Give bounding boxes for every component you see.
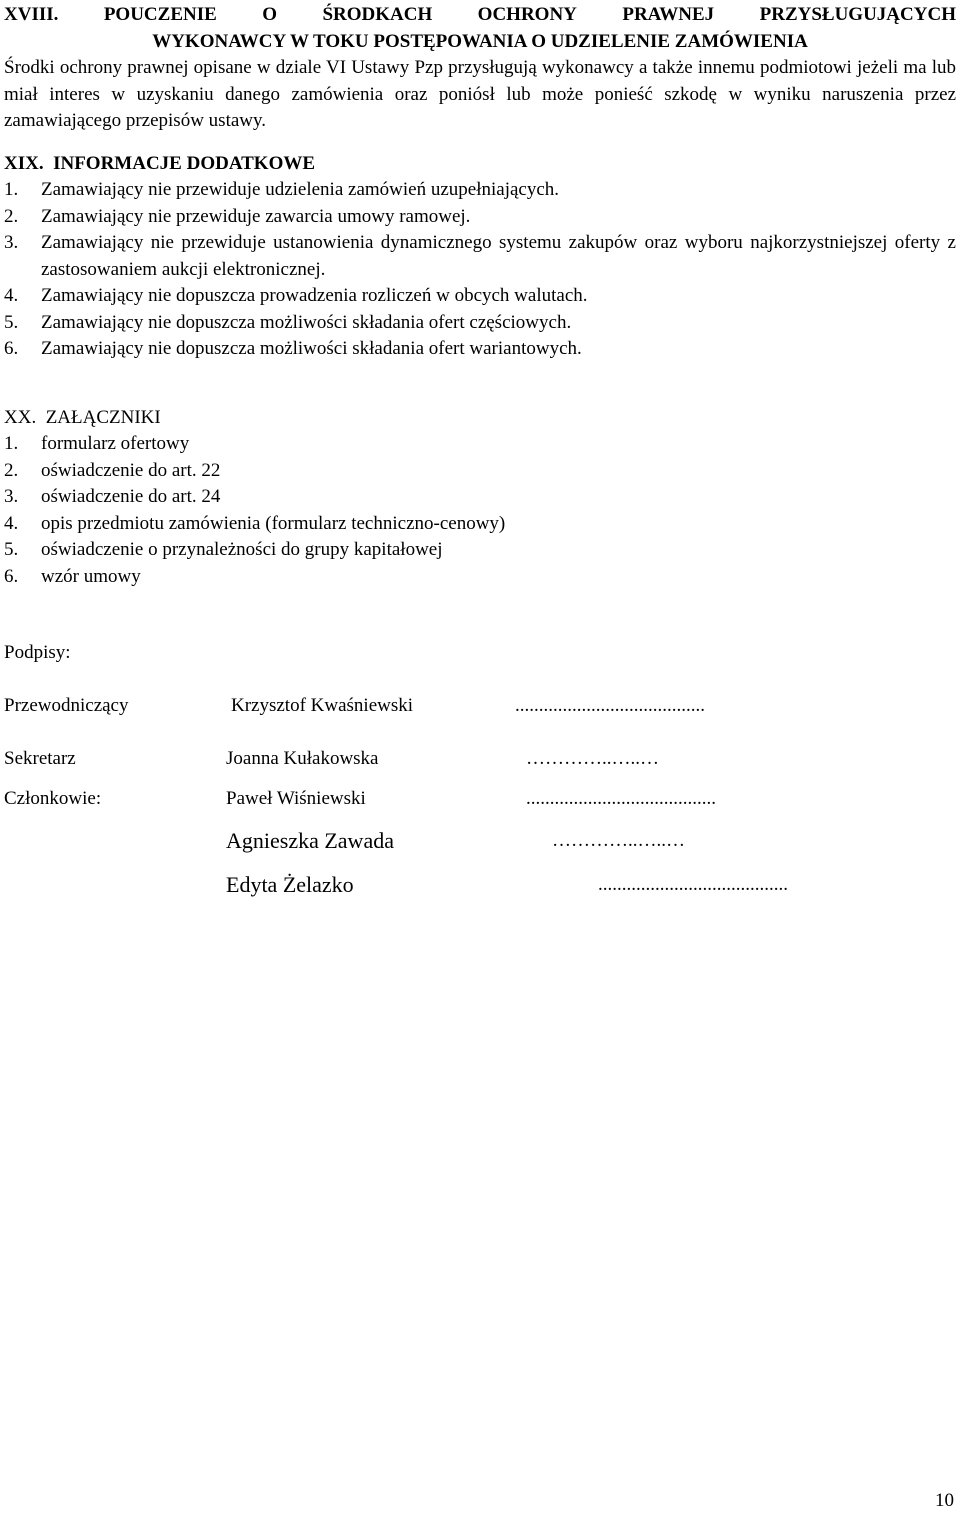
signature-name: Krzysztof Kwaśniewski (231, 695, 414, 716)
document-page (4, 2, 956, 590)
list-item-number: 2. (4, 205, 19, 227)
signature-name: Agnieszka Zawada (226, 828, 394, 853)
list-item-text: Zamawiający nie przewiduje udzielenia zamówień uzupełniających. (41, 179, 560, 200)
section-18-title-word: OCHRONY (477, 4, 577, 25)
list-item (4, 177, 956, 204)
section-18-title-word: O (262, 4, 277, 25)
list-item (4, 230, 956, 283)
list-item-text: oświadczenie do art. 22 (41, 459, 221, 481)
section-18-title-word: ŚRODKACH (322, 4, 433, 25)
list-item-number: 1. (4, 433, 19, 454)
page-number: 10 (935, 1490, 954, 1511)
section-18-body: Środki ochrony prawnej opisane w dziale VI Ustawy Pzp przysługują wykonawcy a także innemu podmiotowi jeżeli ma lub miał interes w uzyskaniu danego zamówienia oraz poniósł lub może ponieść szkodę w wyniku naruszenia przez zamawiającego przepisów ustawy. (4, 57, 956, 131)
list-item (4, 511, 956, 538)
signature-role: Sekretarz (4, 748, 76, 769)
list-item-number: 6. (4, 565, 19, 587)
list-item (4, 564, 956, 591)
signature-row (4, 872, 944, 902)
list-item-number: 4. (4, 285, 19, 306)
list-item-text: Zamawiający nie dopuszcza możliwości składania ofert częściowych. (41, 311, 572, 333)
signatures-heading: Podpisy: (4, 642, 71, 663)
list-item-text: opis przedmiotu zamówienia (formularz techniczno-cenowy) (41, 512, 506, 534)
list-item (4, 431, 956, 458)
spacer (4, 363, 956, 405)
list-item (4, 484, 956, 511)
section-18-heading-line2: WYKONAWCY W TOKU POSTĘPOWANIA O UDZIELENIE ZAMÓWIENIA (152, 30, 808, 52)
list-item (4, 310, 956, 337)
signature-role: Przewodniczący (4, 695, 129, 716)
signature-role: Członkowie: (4, 788, 102, 809)
list-item (4, 458, 956, 485)
list-item-number: 3. (4, 486, 19, 507)
section-18-title-word: PRAWNEJ (622, 4, 715, 25)
signatures-heading-row (4, 640, 944, 666)
signature-row (4, 746, 944, 772)
list-item-number: 5. (4, 539, 19, 560)
list-item-text: formularz ofertowy (41, 433, 190, 454)
attachments-list (4, 431, 956, 590)
list-item-number: 6. (4, 338, 19, 359)
signature-name: Edyta Żelazko (226, 872, 354, 897)
list-item-number: 5. (4, 311, 19, 333)
list-item (4, 336, 956, 363)
list-item (4, 204, 956, 231)
signature-name: Paweł Wiśniewski (226, 788, 366, 809)
signature-row (4, 786, 944, 812)
signatures-block (4, 640, 944, 902)
section-18-number: XVIII. (4, 4, 59, 25)
signature-line: …………..…..… (526, 748, 659, 769)
section-19-heading: XIX. INFORMACJE DODATKOWE (4, 152, 316, 174)
list-item-text: oświadczenie do art. 24 (41, 486, 221, 507)
list-item (4, 283, 956, 310)
list-item-text: Zamawiający nie dopuszcza prowadzenia rozliczeń w obcych walutach. (41, 285, 588, 306)
signature-line: …………..…..… (552, 830, 685, 851)
section-18-title-word: POUCZENIE (103, 4, 217, 25)
list-item-text: wzór umowy (41, 565, 141, 587)
signature-line: ........................................ (515, 695, 705, 716)
list-item (4, 537, 956, 564)
list-item-number: 1. (4, 179, 19, 200)
list-item-number: 4. (4, 512, 19, 534)
list-item-text: oświadczenie o przynależności do grupy kapitałowej (41, 539, 443, 560)
list-item-number: 3. (4, 232, 19, 253)
signature-row (4, 693, 944, 719)
list-item-text: Zamawiający nie przewiduje zawarcia umowy ramowej. (41, 205, 471, 227)
section-18-title-word: PRZYSŁUGUJĄCYCH (759, 4, 956, 25)
spacer (4, 135, 956, 151)
signature-name: Joanna Kułakowska (226, 748, 379, 769)
list-item-text: Zamawiający nie przewiduje ustanowienia dynamicznego systemu zakupów oraz wyboru najkorzystniejszej oferty z zastosowaniem aukcji elektronicznej. (41, 232, 956, 280)
signature-line: ........................................ (526, 788, 716, 809)
additional-info-list (4, 177, 956, 363)
signature-line: ........................................ (598, 874, 788, 895)
section-18-heading-line1 (4, 2, 956, 29)
list-item-number: 2. (4, 459, 19, 481)
list-item-text: Zamawiający nie dopuszcza możliwości składania ofert wariantowych. (41, 338, 582, 359)
section-20-heading: XX. ZAŁĄCZNIKI (4, 406, 161, 428)
signature-row (4, 828, 944, 858)
